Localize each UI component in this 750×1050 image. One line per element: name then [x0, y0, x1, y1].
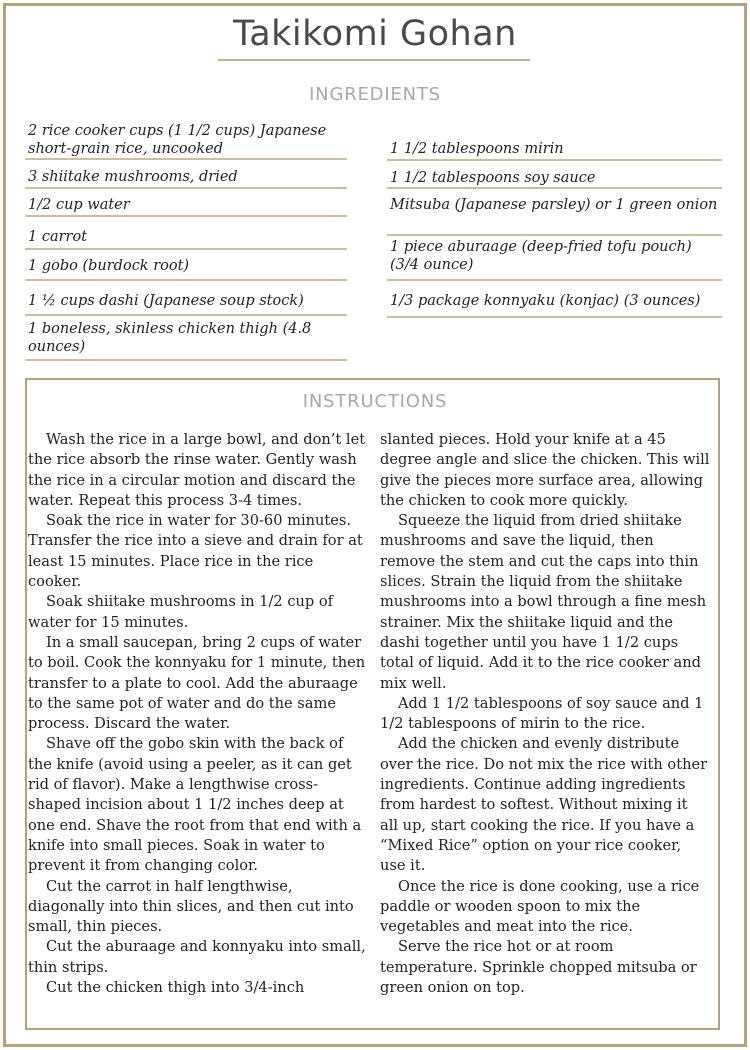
- ingredient-item: 1/3 package konnyaku (konjac) (3 ounces): [387, 292, 722, 318]
- ingredient-item: 1 1/2 tablespoons mirin: [387, 140, 722, 161]
- instruction-step: Soak shiitake mushrooms in 1/2 cup of water for 15 minutes.: [28, 593, 334, 631]
- instruction-step: Add the chicken and evenly distribute over the rice. Do not mix the rice with other ingredients. Continue adding ingredients from hardest to softest. Without mixing it all up, start cooking the rice. If you have a “Mixed Rice” option on your rice cooker, use it.: [380, 735, 708, 875]
- instructions-left-column: [28, 430, 366, 998]
- instruction-step: Add 1 1/2 tablespoons of soy sauce and 1 1/2 tablespoons of mirin to the rice.: [380, 694, 704, 733]
- ingredient-item: 1 carrot: [25, 228, 347, 250]
- ingredient-item: 1 piece aburaage (deep-fried tofu pouch) (3/4 ounce): [387, 238, 722, 281]
- ingredient-item: 1 ½ cups dashi (Japanese soup stock): [25, 292, 347, 316]
- instructions-right-column: [380, 430, 710, 998]
- instruction-step: Wash the rice in a large bowl, and don’t let the rice absorb the rinse water. Gently wash the rice in a circular motion and discard the water. Repeat this process 3-4 times.: [28, 431, 366, 509]
- ingredient-item: 1 boneless, skinless chicken thigh (4.8 ounces): [25, 320, 347, 361]
- instruction-step: Shave off the gobo skin with the back of the knife (avoid using a peeler, as it can get rid of flavor). Make a lengthwise cross-shaped incision about 1 1/2 inches deep at one end. Shave the root from that end with a knife into small pieces. Soak in water to prevent it from changing color.: [28, 735, 362, 875]
- ingredients-heading: INGREDIENTS: [309, 84, 441, 105]
- ingredient-item: 1 1/2 tablespoons soy sauce: [387, 169, 722, 189]
- instruction-step: Cut the aburaage and konnyaku into small, thin strips.: [28, 938, 366, 976]
- instruction-step-continued: slanted pieces. Hold your knife at a 45 degree angle and slice the chicken. This will give the pieces more surface area, allowing the chicken to cook more quickly.: [380, 431, 710, 509]
- instruction-step: Cut the chicken thigh into 3/4-inch: [46, 979, 305, 997]
- ingredient-item: 2 rice cooker cups (1 1/2 cups) Japanese short-grain rice, uncooked: [25, 122, 347, 160]
- ingredient-item: 1 gobo (burdock root): [25, 257, 347, 281]
- instruction-step: Soak the rice in water for 30-60 minutes. Transfer the rice into a sieve and drain for at least 15 minutes. Place rice in the rice cooker.: [28, 512, 363, 591]
- instruction-step: Once the rice is done cooking, use a rice paddle or wooden spoon to mix the vegetables and meat into the rice.: [380, 877, 700, 936]
- title-divider: [218, 59, 530, 61]
- recipe-title: Takikomi Gohan: [233, 14, 517, 54]
- instruction-step: Cut the carrot in half lengthwise, diagonally into thin slices, and then cut into small, thin pieces.: [28, 877, 354, 936]
- instruction-step: Serve the rice hot or at room temperature. Sprinkle chopped mitsuba or green onion on top.: [380, 938, 697, 997]
- ingredient-item: 3 shiitake mushrooms, dried: [25, 168, 347, 189]
- instruction-step: In a small saucepan, bring 2 cups of water to boil. Cook the konnyaku for 1 minute, then transfer to a plate to cool. Add the aburaage to the same pot of water and do the same process. Discard the water.: [28, 633, 366, 733]
- instruction-step: Squeeze the liquid from dried shiitake mushrooms and save the liquid, then remove the stem and cut the caps into thin slices. Strain the liquid from the shiitake mushrooms into a bowl through a fine mesh strainer. Mix the shiitake liquid and the dashi together until you have 1 1/2 cups total of liquid. Add it to the rice cooker and mix well.: [380, 512, 707, 692]
- ingredient-item: Mitsuba (Japanese parsley) or 1 green onion: [387, 196, 722, 236]
- ingredient-item: 1/2 cup water: [25, 196, 347, 217]
- instructions-heading: INSTRUCTIONS: [302, 391, 448, 412]
